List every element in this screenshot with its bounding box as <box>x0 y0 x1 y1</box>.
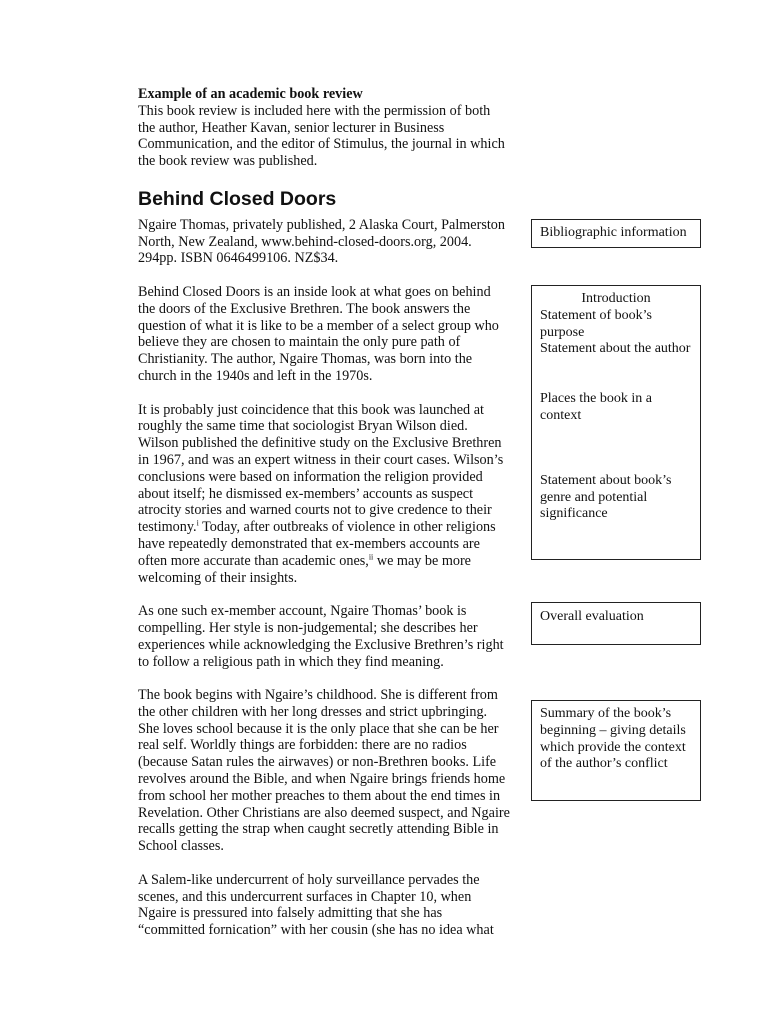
annotation-author: Statement about the author <box>540 341 691 357</box>
paragraph-4: The book begins with Ngaire’s childhood. She is different from the other children with her long dresses and strict upbringing. She loves school because it is the only place that she can be her real self. Worldly things are forbidden: there are no radios (because Satan rules the airwaves) or non-Brethren books. Life revolves around the Bible, and when Ngaire brings friends home from school her mother preaches to them about the end times in Revelation. Other Christians are also deemed suspect, and Ngaire recalls getting the strap when caught secretly attending Bible in School classes. <box>138 687 510 855</box>
annotation-spacer-2 <box>540 425 692 473</box>
annotation-spacer <box>540 358 692 391</box>
annotation-bibliographic-text: Bibliographic information <box>540 225 687 240</box>
annotation-context: Places the book in a context <box>540 391 652 423</box>
review-body <box>138 86 510 956</box>
annotation-purpose: Statement of book’s purpose <box>540 307 652 340</box>
intro-heading: Example of an academic book review <box>138 86 363 102</box>
annotation-overall <box>531 602 701 645</box>
annotation-introduction <box>531 285 701 560</box>
annotation-genre: Statement about book’s genre and potential significance <box>540 472 672 522</box>
annotation-introduction-heading: Introduction <box>581 291 651 306</box>
paragraph-1: Behind Closed Doors is an inside look at what goes on behind the doors of the Exclusive Brethren. The book answers the question of what it is like to be a member of a select group who believe they are chosen to maintain the only pure path of Christianity. The author, Ngaire Thomas, was born into the church in the 1940s and left in the 1970s. <box>138 283 499 384</box>
paragraph-2-part-b: Today, after outbreaks of violence in other religions have repeatedly demonstrated that ex-members accounts are often more accurate than academic ones, <box>138 519 496 569</box>
paragraph-2 <box>138 402 510 587</box>
annotation-bibliographic <box>531 219 701 248</box>
annotation-summary-text: Summary of the book’s beginning – giving details which provide the context of the author’s conflict <box>540 706 686 772</box>
intro-text: This book review is included here with the permission of both the author, Heather Kavan, senior lecturer in Business Communication, and the editor of Stimulus, the journal in which the book review was published. <box>138 102 505 170</box>
intro-block <box>138 86 510 170</box>
endnote-i: i <box>196 518 199 528</box>
paragraph-2-part-a: It is probably just coincidence that this book was launched at roughly the same time that sociologist Bryan Wilson died. Wilson published the definitive study on the Exclusive Brethren in 1967, and was an expert witness in their court cases. Wilson’s conclusions were based on information the religion provided about itself; he dismissed ex-members’ accounts as suspect atrocity stories and warned courts not to give credence to their testimony. <box>138 401 504 536</box>
book-title: Behind Closed Doors <box>138 187 337 210</box>
annotation-summary <box>531 700 701 801</box>
endnote-ii: ii <box>368 551 374 561</box>
paragraph-3: As one such ex-member account, Ngaire Thomas’ book is compelling. Her style is non-judgemental; she describes her experiences while acknowledging the Exclusive Brethren’s right to follow a religious path in which they find meaning. <box>138 603 504 670</box>
paragraph-5: A Salem-like undercurrent of holy surveillance pervades the scenes, and this undercurrent surfaces in Chapter 10, when Ngaire is pressured into falsely admitting that she has “committed fornication” with her cousin (she has no idea what <box>138 871 494 939</box>
bibliography-paragraph: Ngaire Thomas, privately published, 2 Alaska Court, Palmerston North, New Zealand, www.behind-closed-doors.org, 2004. 294pp. ISBN 0646499106. NZ$34. <box>138 216 505 267</box>
paragraph-2-part-c: we may be more welcoming of their insights. <box>138 552 471 586</box>
annotation-overall-text: Overall evaluation <box>540 609 644 624</box>
